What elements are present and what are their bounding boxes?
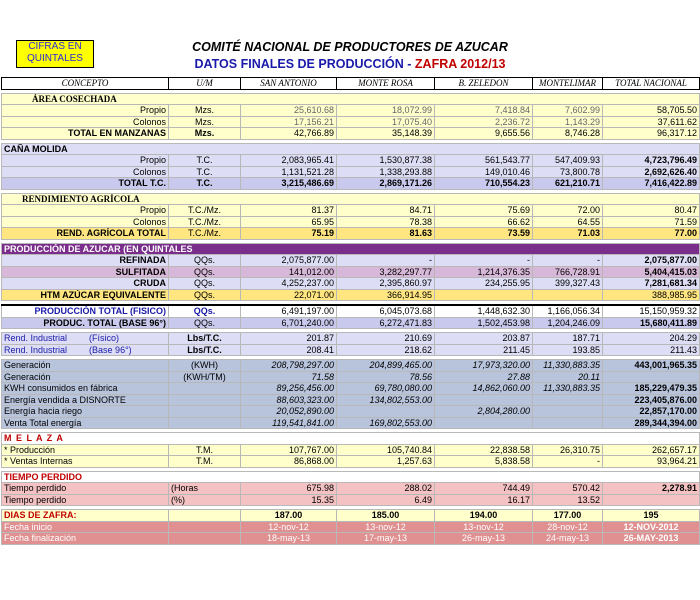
row-label: TOTAL T.C. xyxy=(2,178,169,190)
value-cell: 288.02 xyxy=(337,483,435,495)
value-cell: 24-may-13 xyxy=(533,533,603,545)
row-unit: (%) xyxy=(169,494,241,506)
section-title-row xyxy=(2,243,700,255)
value-cell xyxy=(435,289,533,301)
value-cell: 211.43 xyxy=(603,344,700,356)
value-cell xyxy=(533,406,603,418)
value-cell xyxy=(603,371,700,383)
subtitle-zafra: ZAFRA 2012/13 xyxy=(414,57,506,71)
section-title-row xyxy=(2,433,700,445)
row-label: Energía vendida a DISNORTE xyxy=(2,394,169,406)
row-unit xyxy=(169,406,241,418)
value-cell: 7,281,681.34 xyxy=(603,278,700,290)
header-total-nacional: TOTAL NACIONAL xyxy=(603,78,700,90)
table-row xyxy=(2,128,700,140)
value-cell: 13-nov-12 xyxy=(337,521,435,533)
value-cell: 22,857,170.00 xyxy=(603,406,700,418)
row-label: Generación xyxy=(2,371,169,383)
value-cell: 141,012.00 xyxy=(241,266,337,278)
table-row xyxy=(2,344,700,356)
value-cell: 11,330,883.35 xyxy=(533,360,603,372)
value-cell: 15.35 xyxy=(241,494,337,506)
value-cell: 20.11 xyxy=(533,371,603,383)
subtitle-text: DATOS FINALES DE PRODUCCIÓN - xyxy=(194,57,412,71)
value-cell: 14,862,060.00 xyxy=(435,383,533,395)
value-cell: 5,838.58 xyxy=(435,456,533,468)
row-label: HTM AZÚCAR EQUIVALENTE xyxy=(2,289,169,301)
table-row xyxy=(2,406,700,418)
table-row xyxy=(2,289,700,301)
value-cell: 3,215,486.69 xyxy=(241,178,337,190)
table-row xyxy=(2,444,700,456)
row-unit: (KWH) xyxy=(169,360,241,372)
row-label: Venta Total energía xyxy=(2,417,169,429)
table-row xyxy=(2,155,700,167)
value-cell: 621,210.71 xyxy=(533,178,603,190)
row-label: Propio xyxy=(2,155,169,167)
row-label: Colonos xyxy=(2,216,169,228)
value-cell: 177.00 xyxy=(533,510,603,522)
value-cell: 89,256,456.00 xyxy=(241,383,337,395)
value-cell: 71.58 xyxy=(241,371,337,383)
value-cell: 6,045,073.68 xyxy=(337,305,435,317)
value-cell: 17,156.21 xyxy=(241,116,337,128)
row-label: REFINADA xyxy=(2,255,169,267)
value-cell: 218.62 xyxy=(337,344,435,356)
value-cell: 15,680,411.89 xyxy=(603,317,700,329)
header-monte-rosa: MONTE ROSA xyxy=(337,78,435,90)
value-cell: 193.85 xyxy=(533,344,603,356)
table-row xyxy=(2,510,700,522)
row-unit: T.C./Mz. xyxy=(169,228,241,240)
row-unit: QQs. xyxy=(169,305,241,317)
row-unit: QQs. xyxy=(169,289,241,301)
value-cell: 93,964.21 xyxy=(603,456,700,468)
value-cell: 7,602.99 xyxy=(533,105,603,117)
value-cell: 37,611.62 xyxy=(603,116,700,128)
value-cell: 119,541,841.00 xyxy=(241,417,337,429)
value-cell: 12-nov-12 xyxy=(241,521,337,533)
value-cell xyxy=(533,417,603,429)
value-cell: 1,338,293.88 xyxy=(337,166,435,178)
table-row xyxy=(2,521,700,533)
value-cell xyxy=(435,417,533,429)
value-cell: 2,278.91 xyxy=(603,483,700,495)
value-cell: 72.00 xyxy=(533,205,603,217)
value-cell: 2,083,965.41 xyxy=(241,155,337,167)
value-cell: 9,655.56 xyxy=(435,128,533,140)
value-cell: - xyxy=(337,255,435,267)
value-cell: 78.38 xyxy=(337,216,435,228)
rend-label-text: Rend. Industrial xyxy=(4,344,68,355)
row-unit: T.C. xyxy=(169,166,241,178)
section-title-row xyxy=(2,471,700,483)
value-cell: 195 xyxy=(603,510,700,522)
table-row xyxy=(2,317,700,329)
value-cell: 3,282,297.77 xyxy=(337,266,435,278)
row-unit: (Horas xyxy=(169,483,241,495)
table-row xyxy=(2,456,700,468)
value-cell: 71.03 xyxy=(533,228,603,240)
value-cell: 81.37 xyxy=(241,205,337,217)
value-cell: 744.49 xyxy=(435,483,533,495)
row-label: Energía hacia riego xyxy=(2,406,169,418)
row-unit: Mzs. xyxy=(169,128,241,140)
table-row xyxy=(2,417,700,429)
row-label: Generación xyxy=(2,360,169,372)
value-cell: 1,131,521.28 xyxy=(241,166,337,178)
table-row xyxy=(2,360,700,372)
value-cell: 399,327.43 xyxy=(533,278,603,290)
row-unit: QQs. xyxy=(169,255,241,267)
row-unit: T.C./Mz. xyxy=(169,205,241,217)
row-label: Tiempo perdido xyxy=(2,494,169,506)
table-row xyxy=(2,394,700,406)
value-cell xyxy=(435,394,533,406)
value-cell: 6,701,240.00 xyxy=(241,317,337,329)
value-cell: 71.59 xyxy=(603,216,700,228)
value-cell: 388,985.95 xyxy=(603,289,700,301)
row-unit: Mzs. xyxy=(169,105,241,117)
value-cell: 73.59 xyxy=(435,228,533,240)
row-label: Tiempo perdido xyxy=(2,483,169,495)
table-row xyxy=(2,533,700,545)
value-cell: 22,838.58 xyxy=(435,444,533,456)
header-san-antonio: SAN ANTONIO xyxy=(241,78,337,90)
value-cell: 6.49 xyxy=(337,494,435,506)
value-cell: 766,728.91 xyxy=(533,266,603,278)
row-unit: Mzs. xyxy=(169,116,241,128)
value-cell: 20,052,890.00 xyxy=(241,406,337,418)
section-title: ÁREA COSECHADA xyxy=(2,93,700,105)
table-row xyxy=(2,266,700,278)
value-cell: 73,800.78 xyxy=(533,166,603,178)
value-cell: 12-NOV-2012 xyxy=(603,521,700,533)
value-cell: 1,257.63 xyxy=(337,456,435,468)
row-label: Fecha inicio xyxy=(2,521,169,533)
value-cell: 28-nov-12 xyxy=(533,521,603,533)
value-cell: 2,075,877.00 xyxy=(241,255,337,267)
value-cell: 81.63 xyxy=(337,228,435,240)
value-cell: 75.69 xyxy=(435,205,533,217)
value-cell: 561,543.77 xyxy=(435,155,533,167)
table-row xyxy=(2,228,700,240)
value-cell: 675.98 xyxy=(241,483,337,495)
header-concepto: CONCEPTO xyxy=(2,78,169,90)
value-cell: 2,395,860.97 xyxy=(337,278,435,290)
section-title: TIEMPO PERDIDO xyxy=(2,471,700,483)
value-cell: 16.17 xyxy=(435,494,533,506)
table-row xyxy=(2,483,700,495)
row-label: Colonos xyxy=(2,116,169,128)
value-cell xyxy=(603,494,700,506)
value-cell: 208,798,297.00 xyxy=(241,360,337,372)
value-cell: 13-nov-12 xyxy=(435,521,533,533)
report-subtitle xyxy=(160,57,540,71)
value-cell: 1,502,453.98 xyxy=(435,317,533,329)
row-unit xyxy=(169,521,241,533)
value-cell: 201.87 xyxy=(241,333,337,345)
value-cell: 2,869,171.26 xyxy=(337,178,435,190)
table-row xyxy=(2,205,700,217)
value-cell: 1,448,632.30 xyxy=(435,305,533,317)
value-cell: 134,802,553.00 xyxy=(337,394,435,406)
value-cell: 7,416,422.89 xyxy=(603,178,700,190)
section-title: CAÑA MOLIDA xyxy=(2,143,700,155)
row-label: Fecha finalización xyxy=(2,533,169,545)
section-title-row xyxy=(2,193,700,205)
row-unit: (KWH/TM) xyxy=(169,371,241,383)
value-cell: 5,404,415.03 xyxy=(603,266,700,278)
row-unit xyxy=(169,394,241,406)
rend-label-sub: (Base 96°) xyxy=(89,344,132,355)
value-cell: 289,344,394.00 xyxy=(603,417,700,429)
value-cell: 18,072.99 xyxy=(337,105,435,117)
production-table xyxy=(1,77,700,545)
value-cell: - xyxy=(435,255,533,267)
value-cell: 77.00 xyxy=(603,228,700,240)
row-unit: T.M. xyxy=(169,444,241,456)
row-label xyxy=(2,333,169,345)
value-cell: 15,150,959.32 xyxy=(603,305,700,317)
value-cell: 1,166,056.34 xyxy=(533,305,603,317)
value-cell: 26-may-13 xyxy=(435,533,533,545)
row-label: PRODUCCIÓN TOTAL (FISICO) xyxy=(2,305,169,317)
value-cell: - xyxy=(533,456,603,468)
table-row xyxy=(2,383,700,395)
value-cell: 234,255.95 xyxy=(435,278,533,290)
row-label: * Ventas Internas xyxy=(2,456,169,468)
value-cell: 1,530,877.38 xyxy=(337,155,435,167)
table-row xyxy=(2,178,700,190)
value-cell: 211.45 xyxy=(435,344,533,356)
value-cell: 88,603,323.00 xyxy=(241,394,337,406)
table-row xyxy=(2,371,700,383)
row-label: Propio xyxy=(2,205,169,217)
value-cell: 7,418.84 xyxy=(435,105,533,117)
value-cell: 84.71 xyxy=(337,205,435,217)
value-cell: 4,252,237.00 xyxy=(241,278,337,290)
value-cell: 17-may-13 xyxy=(337,533,435,545)
value-cell xyxy=(533,289,603,301)
value-cell: 208.41 xyxy=(241,344,337,356)
report-title: COMITÉ NACIONAL DE PRODUCTORES DE AZUCAR xyxy=(192,40,508,54)
value-cell: 2,075,877.00 xyxy=(603,255,700,267)
value-cell: 8,746.28 xyxy=(533,128,603,140)
value-cell: 570.42 xyxy=(533,483,603,495)
value-cell: 1,214,376.35 xyxy=(435,266,533,278)
value-cell: 1,204,246.09 xyxy=(533,317,603,329)
row-unit: Lbs/T.C. xyxy=(169,333,241,345)
value-cell: 13.52 xyxy=(533,494,603,506)
value-cell: 6,272,471.83 xyxy=(337,317,435,329)
row-label: DIAS DE ZAFRA: xyxy=(2,510,169,522)
row-unit xyxy=(169,417,241,429)
table-row xyxy=(2,166,700,178)
table-row xyxy=(2,116,700,128)
value-cell: 185.00 xyxy=(337,510,435,522)
value-cell: 366,914.95 xyxy=(337,289,435,301)
row-unit: T.C./Mz. xyxy=(169,216,241,228)
value-cell: 262,657.17 xyxy=(603,444,700,456)
value-cell: 42,766.89 xyxy=(241,128,337,140)
value-cell: 547,409.93 xyxy=(533,155,603,167)
table-row xyxy=(2,494,700,506)
table-row xyxy=(2,255,700,267)
value-cell: - xyxy=(533,255,603,267)
row-unit: QQs. xyxy=(169,278,241,290)
value-cell: 1,143.29 xyxy=(533,116,603,128)
value-cell: 26-MAY-2013 xyxy=(603,533,700,545)
table-row xyxy=(2,305,700,317)
table-row xyxy=(2,105,700,117)
row-label: * Producción xyxy=(2,444,169,456)
row-label: Propio xyxy=(2,105,169,117)
value-cell: 58,705.50 xyxy=(603,105,700,117)
table-row xyxy=(2,278,700,290)
value-cell xyxy=(337,406,435,418)
value-cell: 69,780,080.00 xyxy=(337,383,435,395)
value-cell: 194.00 xyxy=(435,510,533,522)
section-title: PRODUCCIÓN DE AZUCAR (EN QUINTALES xyxy=(2,243,700,255)
value-cell: 203.87 xyxy=(435,333,533,345)
header-row xyxy=(2,78,700,90)
value-cell: 18-may-13 xyxy=(241,533,337,545)
row-label: TOTAL EN MANZANAS xyxy=(2,128,169,140)
row-label: KWH consumidos en fábrica xyxy=(2,383,169,395)
value-cell: 80.47 xyxy=(603,205,700,217)
row-unit: QQs. xyxy=(169,317,241,329)
value-cell: 204.29 xyxy=(603,333,700,345)
value-cell: 66.62 xyxy=(435,216,533,228)
value-cell: 17,973,320.00 xyxy=(435,360,533,372)
header-montelimar: MONTELIMAR xyxy=(533,78,603,90)
value-cell: 25,610.68 xyxy=(241,105,337,117)
value-cell: 710,554.23 xyxy=(435,178,533,190)
value-cell: 105,740.84 xyxy=(337,444,435,456)
value-cell: 107,767.00 xyxy=(241,444,337,456)
row-label: CRUDA xyxy=(2,278,169,290)
value-cell: 2,692,626.40 xyxy=(603,166,700,178)
header-um: U/M xyxy=(169,78,241,90)
value-cell: 185,229,479.35 xyxy=(603,383,700,395)
value-cell: 4,723,796.49 xyxy=(603,155,700,167)
value-cell: 210.69 xyxy=(337,333,435,345)
section-title-row xyxy=(2,93,700,105)
value-cell: 75.19 xyxy=(241,228,337,240)
value-cell: 443,001,965.35 xyxy=(603,360,700,372)
section-title: RENDIMIENTO AGRÍCOLA xyxy=(2,193,700,205)
section-title-row xyxy=(2,143,700,155)
row-label: PRODUC. TOTAL (BASE 96°) xyxy=(2,317,169,329)
value-cell: 78.56 xyxy=(337,371,435,383)
value-cell: 204,899,465.00 xyxy=(337,360,435,372)
value-cell: 2,236.72 xyxy=(435,116,533,128)
row-unit: T.C. xyxy=(169,178,241,190)
value-cell: 169,802,553.00 xyxy=(337,417,435,429)
value-cell: 65.95 xyxy=(241,216,337,228)
value-cell: 187.00 xyxy=(241,510,337,522)
header-b-zeledon: B. ZELEDON xyxy=(435,78,533,90)
section-title: M E L A Z A xyxy=(2,433,700,445)
value-cell: 96,317.12 xyxy=(603,128,700,140)
rend-label-text: Rend. Industrial xyxy=(4,333,68,343)
value-cell: 6,491,197.00 xyxy=(241,305,337,317)
row-label xyxy=(2,344,169,356)
value-cell: 149,010.46 xyxy=(435,166,533,178)
value-cell: 86,868.00 xyxy=(241,456,337,468)
value-cell: 35,148.39 xyxy=(337,128,435,140)
value-cell: 17,075.40 xyxy=(337,116,435,128)
row-unit: T.C. xyxy=(169,155,241,167)
value-cell: 22,071.00 xyxy=(241,289,337,301)
value-cell: 187.71 xyxy=(533,333,603,345)
value-cell: 223,405,876.00 xyxy=(603,394,700,406)
table-row xyxy=(2,333,700,345)
row-label: REND. AGRÍCOLA TOTAL xyxy=(2,228,169,240)
table-row xyxy=(2,216,700,228)
row-label: SULFITADA xyxy=(2,266,169,278)
units-badge: CIFRAS EN QUINTALES xyxy=(16,40,94,68)
value-cell: 2,804,280.00 xyxy=(435,406,533,418)
value-cell: 27.88 xyxy=(435,371,533,383)
row-unit xyxy=(169,510,241,522)
row-unit: T.M. xyxy=(169,456,241,468)
value-cell xyxy=(533,394,603,406)
row-unit: Lbs/T.C. xyxy=(169,344,241,356)
value-cell: 11,330,883.35 xyxy=(533,383,603,395)
row-unit xyxy=(169,383,241,395)
row-unit xyxy=(169,533,241,545)
rend-label-sub: (Físico) xyxy=(89,333,120,343)
row-unit: QQs. xyxy=(169,266,241,278)
value-cell: 26,310.75 xyxy=(533,444,603,456)
value-cell: 64.55 xyxy=(533,216,603,228)
row-label: Colonos xyxy=(2,166,169,178)
